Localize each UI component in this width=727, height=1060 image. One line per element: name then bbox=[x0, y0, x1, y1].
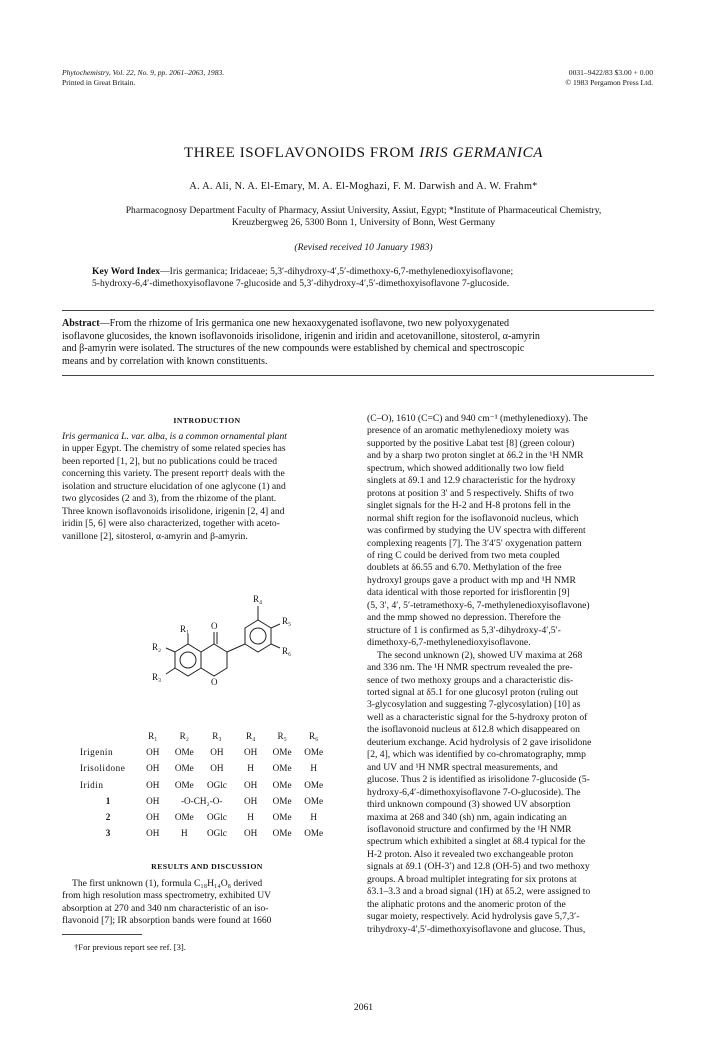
abstract bbox=[62, 318, 654, 369]
table-header: R₁ bbox=[148, 731, 158, 742]
table-cell: OMe bbox=[272, 812, 292, 823]
intro-line: iridin [5, 6] were also characterized, together with aceto- bbox=[62, 518, 280, 530]
abstract-line-1: —From the rhizome of Iris germanica one new hexaoxygenated isoflavone, two new polyoxygenated bbox=[99, 318, 510, 329]
body-line: protons at position 3′ and 5 respectively. Shifts of two bbox=[367, 487, 574, 499]
affiliation-line-1: Pharmacognosy Department Faculty of Pharmacy, Assiut University, Assiut, Egypt; *Institute of Pharmaceutical Chemistry, bbox=[125, 205, 602, 216]
table-cell: OH bbox=[243, 747, 258, 758]
table-row bbox=[80, 809, 330, 825]
printed-in: Printed in Great Britain. bbox=[62, 77, 136, 87]
footnote-rule bbox=[62, 934, 142, 935]
table-cell: OH bbox=[243, 779, 258, 790]
introduction-heading: INTRODUCTION bbox=[173, 416, 241, 425]
body-line: groups. A broad multiplet integrating for six protons at bbox=[367, 873, 577, 885]
table-row bbox=[80, 760, 330, 776]
table-cell: OMe bbox=[272, 828, 292, 839]
label-r5: R₅ bbox=[282, 616, 292, 626]
table-cell: OMe bbox=[272, 795, 292, 806]
body-line: and UV and ¹H NMR spectral measurements, and bbox=[367, 761, 558, 773]
intro-line: vanillone [2], sitosterol, α-amyrin and β-amyrin. bbox=[62, 530, 248, 542]
table-cell: Irisolidone bbox=[80, 763, 126, 774]
table-cell: OMe bbox=[174, 747, 194, 758]
keywords bbox=[92, 266, 682, 291]
body-line: the isoflavonoid nucleus at δ12.8 which disappeared on bbox=[367, 724, 580, 736]
body-line: glucose. Thus 2 is identified as irisolidone 7-glucoside (5- bbox=[367, 774, 590, 786]
right-column-text bbox=[367, 413, 659, 936]
body-line: and by a sharp two proton singlet at δ6.2 in the ¹H NMR bbox=[367, 450, 584, 462]
body-line: and 336 nm. The ¹H NMR spectrum revealed the pre- bbox=[367, 662, 573, 674]
intro-line: isolation and structure elucidation of one aglycone (1) and bbox=[62, 480, 286, 492]
keywords-label: Key Word Index bbox=[92, 266, 161, 277]
intro-line: two glycosides (2 and 3), from the rhizome of the plant. bbox=[62, 493, 277, 505]
table-cell: OH bbox=[210, 763, 224, 774]
table-cell: OMe bbox=[174, 763, 194, 774]
body-line: (C–O), 1610 (C=C) and 940 cm⁻¹ (methylenedioxy). The bbox=[367, 413, 588, 424]
table-cell: -O-CH₂-O- bbox=[180, 795, 223, 806]
results-heading: RESULTS AND DISCUSSION bbox=[151, 862, 263, 871]
body-line: normal shift region for the isoflavonoid nucleus, which bbox=[367, 512, 579, 524]
body-line: hydroxyl groups gave a product with mp and ¹H NMR bbox=[367, 574, 576, 586]
table-cell: OH bbox=[146, 763, 160, 774]
title-plain: THREE ISOFLAVONOIDS FROM bbox=[184, 145, 420, 161]
body-line: was confirmed by studying the UV spectra with different bbox=[367, 525, 586, 537]
abstract-line-2: isoflavone glucosides, the known isoflavonoids irisolidone, irigenin and iridin and acetovanillone, sitosterol, α-amyrin bbox=[62, 330, 540, 342]
intro-line: concerning this variety. The present report† deals with the bbox=[62, 468, 285, 480]
results-text bbox=[62, 878, 352, 928]
footnote: †For previous report see ref. [3]. bbox=[74, 942, 186, 952]
abstract-line-4: means and by correlation with known constituents. bbox=[62, 356, 268, 368]
table-cell: H bbox=[247, 763, 254, 774]
body-line: sence of two methoxy groups and a characteristic dis- bbox=[367, 674, 574, 686]
body-line: H-2 proton. Also it revealed two exchangeable proton bbox=[367, 848, 574, 860]
introduction-text bbox=[62, 431, 352, 543]
table-header-row bbox=[80, 728, 330, 744]
abstract-top-rule bbox=[62, 310, 654, 311]
table-cell: OMe bbox=[304, 795, 324, 806]
table-cell: OMe bbox=[272, 779, 292, 790]
intro-line: Iris germanica L. var. alba, is a common ornamental plant bbox=[62, 431, 287, 442]
body-line: well as a characteristic signal for the 5-hydroxy proton of bbox=[367, 711, 588, 723]
body-line: singlets at δ9.1 and 12.9 characteristic for the hydroxy bbox=[367, 475, 576, 487]
journal-citation: Phytochemistry, Vol. 22, No. 9, pp. 2061–2063, 1983. bbox=[62, 68, 225, 77]
table-cell: Irigenin bbox=[80, 747, 114, 758]
intro-line: Three known isoflavonoids irisolidone, irigenin [2, 4] and bbox=[62, 505, 285, 517]
body-line: trihydroxy-4′,5′-dimethoxyisoflavone and glucose. Thus, bbox=[367, 923, 586, 935]
table-cell: 3 bbox=[105, 828, 111, 839]
table-cell: OH bbox=[210, 747, 224, 758]
table-cell: 1 bbox=[105, 795, 111, 806]
table-header bbox=[80, 728, 137, 744]
table-cell: OMe bbox=[174, 812, 194, 823]
table-cell: OH bbox=[146, 747, 160, 758]
table-cell: OH bbox=[243, 828, 258, 839]
body-line: The second unknown (2), showed UV maxima at 268 bbox=[377, 649, 583, 661]
body-line: and the mmp showed no depression. Therefore the bbox=[367, 612, 561, 624]
page-number: 2061 bbox=[353, 1002, 374, 1013]
table-cell: OH bbox=[146, 779, 160, 790]
body-line: (5, 3′, 4′, 5′-tetramethoxy-6, 7-methylenedioxyisoflavone) bbox=[367, 599, 590, 611]
body-line: [2, 4], which was identified by co-chromatography, mmp bbox=[367, 749, 586, 761]
ring-c bbox=[245, 620, 271, 652]
table-cell: H bbox=[247, 812, 254, 823]
body-line: data identical with those reported for irisflorentin [9] bbox=[367, 587, 570, 599]
table-cell: OH bbox=[146, 828, 160, 839]
title-italic: IRIS GERMANICA bbox=[419, 145, 543, 161]
body-line: spectrum which exhibited a singlet at δ8.4 typical for the bbox=[367, 836, 586, 848]
table-cell: OMe bbox=[304, 779, 324, 790]
table-cell: OGlc bbox=[206, 779, 227, 790]
body-line: δ3.1–3.3 and a broad signal (1H) at δ5.2, were assigned to bbox=[367, 886, 591, 898]
table-cell: H bbox=[310, 763, 317, 774]
table-row bbox=[80, 777, 330, 793]
ring-b bbox=[201, 644, 227, 676]
table-cell: OH bbox=[146, 812, 160, 823]
body-line: the aliphatic protons and the anomeric proton of the bbox=[367, 898, 566, 910]
compound-table bbox=[80, 728, 330, 841]
results-line: from high resolution mass spectrometry, exhibited UV bbox=[62, 890, 272, 902]
results-line: flavonoid [7]; IR absorption bands were found at 1660 bbox=[62, 915, 272, 927]
body-line: hydroxy-6,4′-dimethoxyisoflavone 7-O-glucoside). The bbox=[367, 786, 581, 798]
label-r1: R₁ bbox=[180, 624, 190, 634]
table-cell: OH bbox=[146, 795, 160, 806]
abstract-bottom-rule bbox=[62, 375, 654, 376]
table-cell: OMe bbox=[304, 828, 324, 839]
results-line: The first unknown (1), formula C₁₈H₁₄O₈ derived bbox=[72, 878, 263, 889]
abstract-line-3: and β-amyrin were isolated. The structures of the new compounds were established by chemical and spectroscopic bbox=[62, 343, 525, 355]
body-line: deuterium exchange. Acid hydrolysis of 2 gave irisolidone bbox=[367, 736, 592, 748]
label-r2: R₂ bbox=[152, 642, 162, 652]
table-row bbox=[80, 793, 330, 809]
table-row bbox=[80, 744, 330, 760]
table-cell: OGlc bbox=[206, 812, 227, 823]
isoflavone-structure-diagram bbox=[130, 582, 330, 717]
table-cell: OMe bbox=[174, 779, 194, 790]
body-line: doublets at δ6.55 and 6.70. Methylation of the free bbox=[367, 562, 562, 574]
label-r6: R₆ bbox=[282, 646, 292, 656]
ring-a bbox=[175, 644, 201, 676]
abstract-label: Abstract bbox=[62, 318, 100, 329]
table-cell: OMe bbox=[272, 747, 292, 758]
table-cell: OH bbox=[243, 795, 258, 806]
body-line: signals at δ9.1 (OH-3′) and 12.8 (OH-5) and two methoxy bbox=[367, 861, 590, 873]
body-line: structure of 1 is confirmed as 5,3′-dihydroxy-4′,5′- bbox=[367, 624, 561, 636]
label-r4: R₄ bbox=[253, 594, 263, 604]
body-line: complexing reagents [7]. The 3′4′5′ oxygenation pattern bbox=[367, 537, 582, 549]
body-line: supported by the positive Labat test [8] (green colour) bbox=[367, 437, 575, 449]
label-o-carbonyl: O bbox=[211, 621, 218, 631]
body-line: third unknown compound (3) showed UV absorption bbox=[367, 799, 571, 811]
revised-date: (Revised received 10 January 1983) bbox=[294, 242, 433, 253]
table-cell: OMe bbox=[272, 763, 292, 774]
body-line: isoflavonoid structure and confirmed by the ¹H NMR bbox=[367, 823, 572, 835]
intro-line: in upper Egypt. The chemistry of some related species has bbox=[62, 443, 286, 455]
body-line: singlet signals for the H-2 and H-8 protons fell in the bbox=[367, 500, 571, 512]
body-line: maxima at 268 and 340 (sh) nm, again indicating an bbox=[367, 811, 567, 823]
table-cell: OMe bbox=[304, 747, 324, 758]
table-cell: H bbox=[310, 812, 317, 823]
table-header: R₄ bbox=[245, 731, 256, 742]
body-line: dimethoxy-6,7-methylenedioxyisoflavone. bbox=[367, 637, 531, 649]
table-header: R₆ bbox=[308, 731, 319, 742]
body-line: of ring C could be derived from two meta coupled bbox=[367, 549, 560, 561]
table-row bbox=[80, 825, 330, 841]
keywords-line-1: —Iris germanica; Iridaceae; 5,3′-dihydroxy-4′,5′-dimethoxy-6,7-methylenedioxyisoflavone; bbox=[160, 266, 514, 277]
table-cell: H bbox=[181, 828, 188, 839]
paper-title bbox=[0, 145, 727, 162]
authors: A. A. Ali, N. A. El-Emary, M. A. El-Moghazi, F. M. Darwish and A. W. Frahm* bbox=[189, 181, 538, 192]
body-line: sugar moiety, respectively. Acid hydrolysis gave 5,7,3′- bbox=[367, 911, 580, 923]
label-r3: R₃ bbox=[152, 672, 162, 682]
table-header: R₅ bbox=[277, 731, 287, 742]
body-line: torted signal at δ5.1 for one glucosyl proton (ruling out bbox=[367, 686, 579, 698]
body-line: presence of an aromatic methylenedioxy moiety was bbox=[367, 425, 569, 437]
table-header: R₃ bbox=[212, 731, 222, 742]
table-cell: 2 bbox=[105, 812, 111, 823]
label-o-ring: O bbox=[211, 677, 218, 687]
table-cell: OGlc bbox=[206, 828, 227, 839]
table-header: R₂ bbox=[179, 731, 189, 742]
affiliation-line-2: Kreuzbergweg 26, 5300 Bonn 1, University of Bonn, West Germany bbox=[231, 217, 496, 229]
copyright: © 1983 Pergamon Press Ltd. bbox=[565, 77, 653, 87]
issn-price: 0031–9422/83 $3.00 + 0.00 bbox=[568, 68, 653, 77]
body-line: spectrum, which showed additionally two low field bbox=[367, 462, 564, 474]
table-cell: Iridin bbox=[80, 779, 104, 790]
results-line: absorption at 270 and 340 nm characteristic of an iso- bbox=[62, 902, 269, 914]
keywords-line-2: 5-hydroxy-6,4′-dimethoxyisoflavone 7-glucoside and 5,3′-dihydroxy-4′,5′-dimethoxyisoflavone 7-glucoside. bbox=[92, 278, 510, 290]
intro-line: been reported [1, 2], but no publications could be traced bbox=[62, 455, 277, 467]
body-line: 3-glycosylation and suggesting 7-glycosylation) [10] as bbox=[367, 699, 581, 711]
